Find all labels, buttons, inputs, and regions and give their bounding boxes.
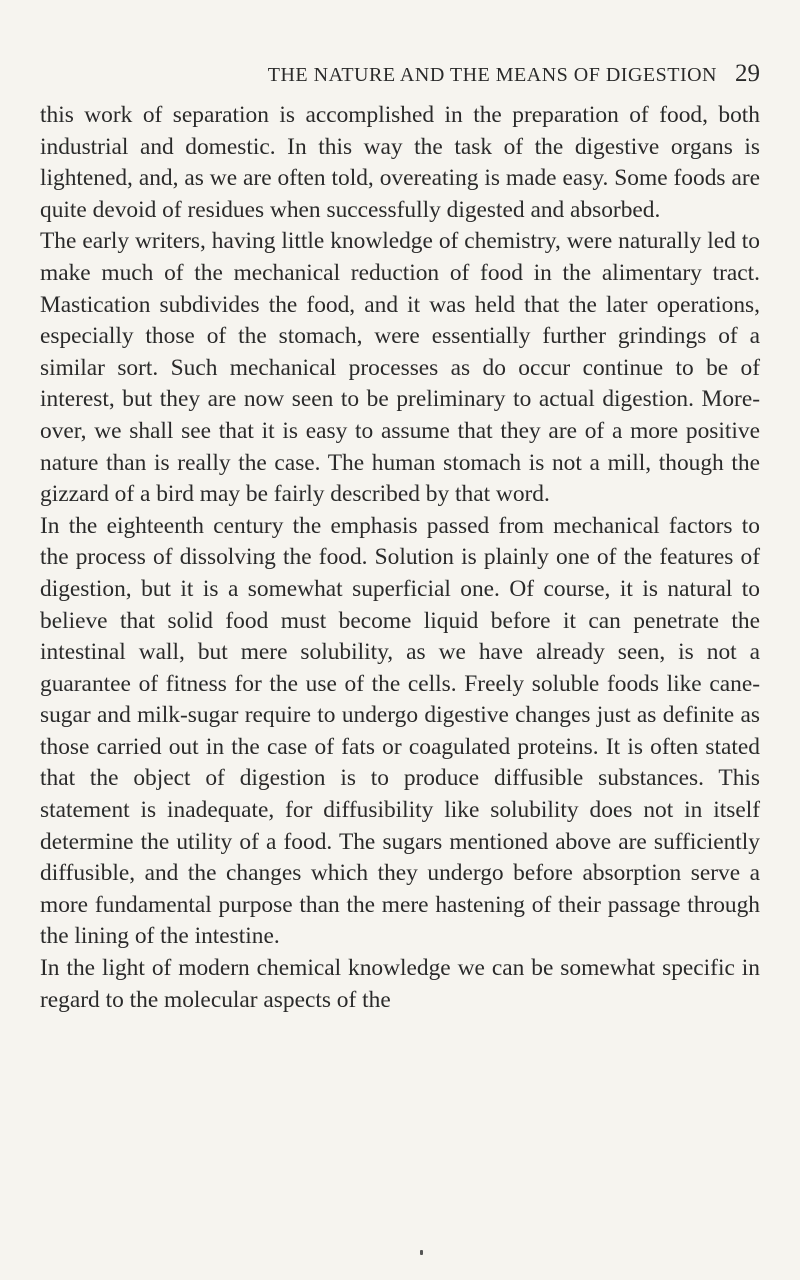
body-text [40, 100, 760, 1016]
paragraph: In the light of modern chemical knowledge we can be somewhat specific in regard to the molecular aspects of the [40, 955, 760, 1013]
page-number: 29 [735, 60, 760, 87]
paragraph: The early writers, having little knowledge of chemistry, were naturally led to make much of the mechanical reduction of food in the alimentary tract. Mastication subdivides the food, and it was held that the later operations, especially those of the stomach, were essentially further grindings of a similar sort. Such mechanical processes as do occur continue to be of interest, but they are now seen to be preliminary to actual digestion. Moreover, we shall see that it is easy to assume that they are of a more positive nature than is really the case. The human stomach is not a mill, though the gizzard of a bird may be fairly described by that word. [40, 228, 760, 508]
running-title: THE NATURE AND THE MEANS OF DIGESTION [267, 64, 717, 86]
running-header [40, 60, 760, 88]
book-page [40, 60, 760, 1016]
ink-speck [420, 1250, 423, 1255]
paragraph: In the eighteenth century the emphasis passed from mechanical factors to the process of dissolving the food. Solution is plainly one of the features of digestion, but it is a somewhat superficial one. Of course, it is natural to believe that solid food must become liquid before it can penetrate the intestinal wall, but mere solubility, as we have already seen, is not a guarantee of fitness for the use of the cells. Freely soluble foods like cane-sugar and milk-sugar require to undergo digestive changes just as definite as those carried out in the case of fats or coagulated proteins. It is often stated that the object of digestion is to produce diffusible substances. This statement is inadequate, for diffusibility like solubility does not in itself determine the utility of a food. The sugars mentioned above are sufficiently diffusible, and the changes which they undergo before absorption serve a more fundamental purpose than the mere hastening of their passage through the lining of the intestine. [40, 512, 760, 950]
paragraph: this work of separation is accomplished in the preparation of food, both industrial and domestic. In this way the task of the digestive organs is lightened, and, as we are often told, overeating is made easy. Some foods are quite devoid of residues when successfully digested and absorbed. [40, 102, 760, 223]
